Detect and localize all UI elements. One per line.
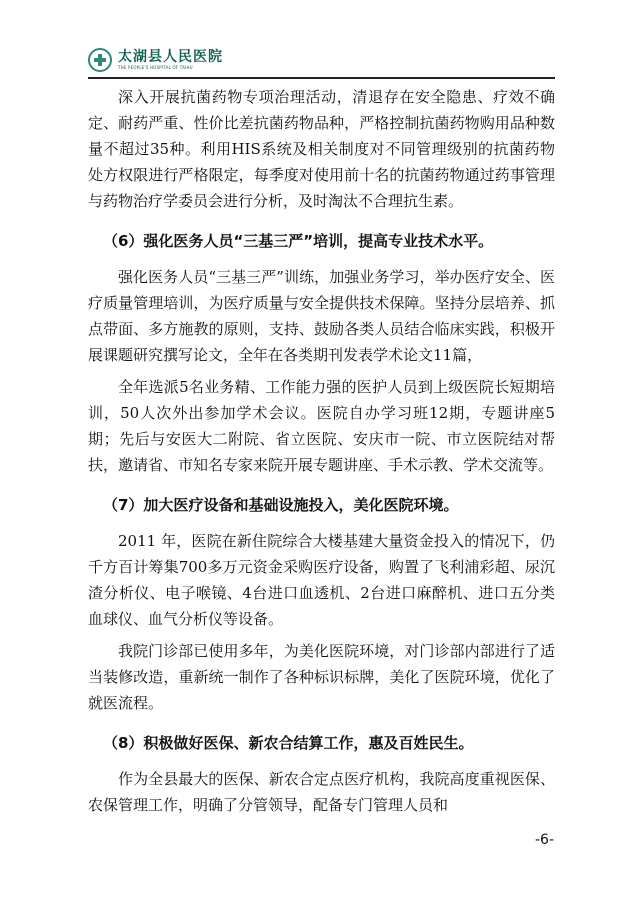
section-heading: （7）加大医疗设备和基础设施投入，美化医院环境。 xyxy=(103,496,459,514)
hospital-name-cn: 太湖县人民医院 xyxy=(118,49,223,65)
document-body xyxy=(88,84,555,818)
paragraph: 强化医务人员“三基三严”训练，加强业务学习，举办医疗安全、医疗质量管理培训，为医疗质量与安全提供技术保障。坚持分层培养、抓点带面、多方施教的原则，支持、鼓励各类人员结合临床实践，积极开展课题研究撰写论文，全年在各类期刊发表学术论文11篇， xyxy=(88,268,555,364)
hospital-brand xyxy=(118,50,223,70)
hospital-name-en: THE PEOPLE'S HOSPITAL OF TAIHU xyxy=(118,65,193,70)
page-header xyxy=(88,48,223,72)
hospital-logo-icon xyxy=(88,48,112,72)
paragraph: 全年选派5名业务精、工作能力强的医护人员到上级医院长短期培训，50人次外出参加学术会议。医院自办学习班12期，专题讲座5期；先后与安医大二附院、省立医院、安庆市一院、市立医院结对帮扶，邀请省、市知名专家来院开展专题讲座、手术示教、学术交流等。 xyxy=(88,378,555,474)
paragraph: 深入开展抗菌药物专项治理活动，清退存在安全隐患、疗效不确定、耐药严重、性价比差抗菌药物品种，严格控制抗菌药物购用品种数量不超过35种。利用HIS系统及相关制度对不同管理级别的抗菌药物处方权限进行严格限定，每季度对使用前十名的抗菌药物通过药事管理与药物治疗学委员会进行分析，及时淘汰不合理抗生素。 xyxy=(88,88,555,210)
paragraph: 作为全县最大的医保、新农合定点医疗机构，我院高度重视医保、农保管理工作，明确了分管领导，配备专门管理人员和 xyxy=(88,770,555,814)
paragraph: 我院门诊部已使用多年，为美化医院环境，对门诊部内部进行了适当装修改造，重新统一制作了各种标识标牌，美化了医院环境，优化了就医流程。 xyxy=(88,642,555,712)
section-heading: （8）积极做好医保、新农合结算工作，惠及百姓民生。 xyxy=(103,734,474,752)
section-heading: （6）强化医务人员“三基三严”培训，提高专业技术水平。 xyxy=(103,232,494,250)
header-divider xyxy=(88,77,555,79)
page-number: -6- xyxy=(534,832,554,848)
paragraph: 2011 年，医院在新住院综合大楼基建大量资金投入的情况下，仍千方百计筹集700多万元资金采购医疗设备，购置了飞利浦彩超、尿沉渣分析仪、电子喉镜、4台进口血透机、2台进口麻醉机、进口五分类血球仪、血气分析仪等设备。 xyxy=(88,532,555,628)
